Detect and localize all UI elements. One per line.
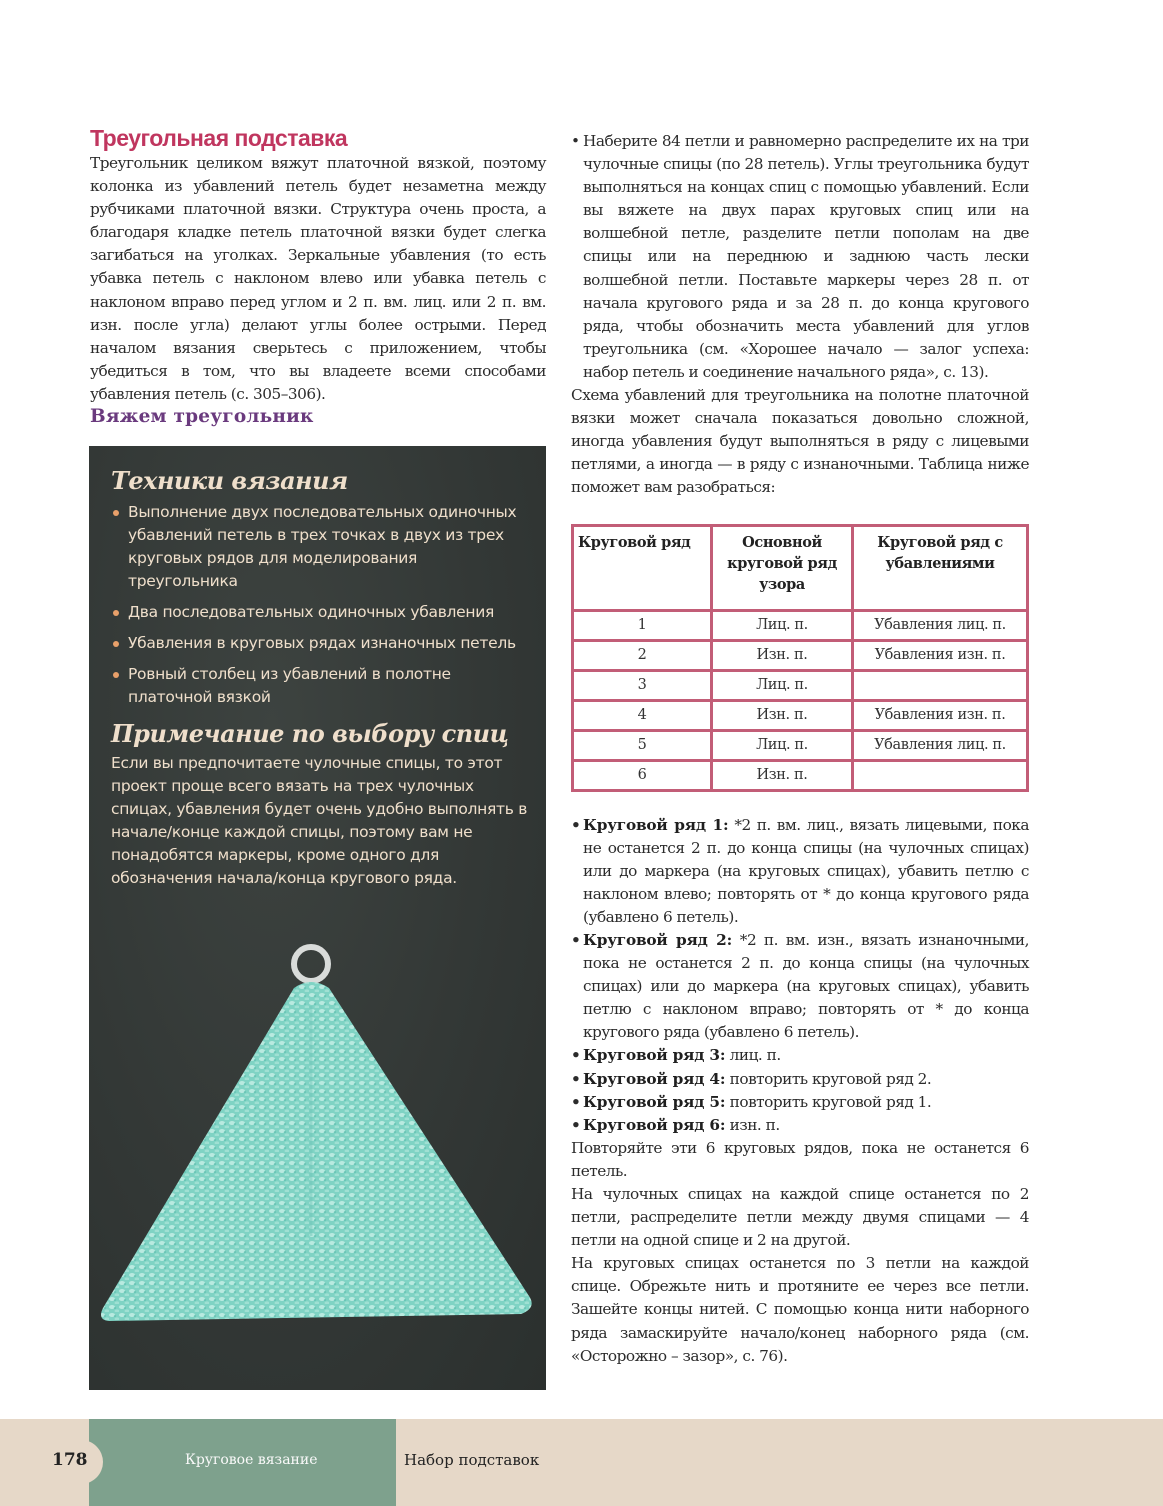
- decrease-table: [571, 524, 1029, 792]
- bullet-icon: [113, 510, 119, 516]
- techniques-sidebar: [89, 446, 546, 1390]
- technique-item: Выполнение двух последовательных одиночных убавлений петель в трех точках в двух из трех круговых рядов для моделирования треугольника: [111, 501, 531, 593]
- bullet-icon: [113, 610, 119, 616]
- table-header-row: [573, 525, 1028, 610]
- table-row: 3 Лиц. п.: [573, 670, 1028, 700]
- page-number: 178: [52, 1450, 88, 1470]
- section-title: Набор подставок: [404, 1451, 540, 1469]
- page-title: Треугольная подставка: [90, 125, 348, 151]
- bullet-icon: •: [571, 815, 581, 834]
- technique-item: Ровный столбец из убавлений в полотне платочной вязкой: [111, 663, 531, 709]
- bullet-icon: •: [571, 1115, 581, 1134]
- scheme-intro: Схема убавлений для треугольника на полотне платочной вязки может сначала показаться довольно сложной, иногда убавления будут выполняться в ряду с лицевыми петлями, а иногда — в ряду с изнаночными. Таблица ниже поможет вам разобраться:: [571, 386, 1029, 497]
- section-subtitle: Вяжем треугольник: [90, 406, 314, 428]
- table-header: Круговой ряд с убавлениями: [853, 525, 1028, 610]
- page-footer: [0, 1419, 1163, 1506]
- technique-item: Убавления в круговых рядах изнаночных петель: [111, 632, 531, 655]
- bullet-icon: •: [571, 930, 581, 949]
- table-row: 4 Изн. п. Убавления изн. п.: [573, 700, 1028, 730]
- repeat-paragraph: Повторяйте эти 6 круговых рядов, пока не останется 6 петель.: [571, 1138, 1029, 1180]
- round-instructions: [571, 814, 1029, 1137]
- round-step: • Круговой ряд 3: лиц. п.: [571, 1044, 1029, 1067]
- table-row: 6 Изн. п.: [573, 760, 1028, 790]
- techniques-heading: Техники вязания: [111, 466, 348, 495]
- right-column: [571, 130, 1029, 1368]
- round-step: • Круговой ряд 2: *2 п. вм. изн., вязать изнаночными, пока не останется 2 п. до конца спицы (на чулочных спицах) или до маркера (на круговых спицах), убавить петлю с наклоном вправо; повторять от * до конца кругового ряда (убавлено 6 петель).: [571, 930, 1029, 1042]
- table-header: Круговой ряд: [573, 525, 712, 610]
- bullet-icon: •: [571, 1046, 581, 1065]
- bullet-icon: [113, 672, 119, 678]
- bullet-icon: •: [571, 1092, 581, 1111]
- triangle-potholder-photo: [89, 936, 546, 1390]
- round-step: • Круговой ряд 1: *2 п. вм. лиц., вязать лицевыми, пока не останется 2 п. до конца спицы (на чулочных спицах) или до маркера (на круговых спицах), убавить петлю с наклоном влево; повторять от * до конца кругового ряда (убавлено 6 петель).: [571, 815, 1029, 926]
- table-row: 1 Лиц. п. Убавления лиц. п.: [573, 610, 1028, 640]
- bullet-icon: •: [571, 132, 580, 150]
- techniques-list: [111, 501, 531, 709]
- bullet-icon: •: [571, 1069, 581, 1088]
- round-step: • Круговой ряд 5: повторить круговой ряд 1.: [571, 1091, 1029, 1114]
- bullet-icon: [113, 641, 119, 647]
- potholder-triangle: [101, 982, 532, 1321]
- table-row: 2 Изн. п. Убавления изн. п.: [573, 640, 1028, 670]
- chapter-title: Круговое вязание: [185, 1452, 318, 1468]
- table-header: Основной круговой ряд узора: [712, 525, 853, 610]
- circular-finish-paragraph: На круговых спицах останется по 3 петли на каждой спице. Обрежьте нить и протяните ее через все петли. Зашейте концы нитей. С помощью конца нити наборного ряда замаскируйте начало/конец наборного ряда (см. «Осторожно – зазор», с. 76).: [571, 1254, 1029, 1365]
- technique-item: Два последовательных одиночных убавления: [111, 601, 531, 624]
- left-column: [90, 124, 546, 428]
- dpn-finish-paragraph: На чулочных спицах на каждой спице останется по 2 петли, распределите петли между двумя спицами — 4 петли на одной спице и 2 на другой.: [571, 1185, 1029, 1250]
- cast-on-paragraph: • Наберите 84 петли и равномерно распределите их на три чулочные спицы (по 28 петель). Углы треугольника будут выполняться на концах спиц с помощью убавлений. Если вы вяжете на двух парах круговых спиц или на волшебной петле, разделите петли пополам на две спицы или на переднюю и заднюю часть лески волшебной петли. Поставьте маркеры через 28 п. от начала кругового ряда и за 28 п. до конца кругового ряда, чтобы обозначить места убавлений для углов треугольника (см. «Хорошее начало — залог успеха: набор петель и соединение начального ряда», с. 13).: [571, 132, 1029, 381]
- round-step: • Круговой ряд 4: повторить круговой ряд 2.: [571, 1068, 1029, 1091]
- hanging-ring-icon: [294, 947, 328, 981]
- note-heading: Примечание по выбору спиц: [111, 719, 509, 748]
- intro-paragraph: Треугольник целиком вяжут платочной вязкой, поэтому колонка из убавлений петель будет незаметна между рубчиками платочной вязки. Структура очень проста, а благодаря кладке петель платочной вязки будет слегка загибаться на уголках. Зеркальные убавления (то есть убавка петель с наклоном влево или убавка петель с наклоном вправо перед углом и 2 п. вм. лиц. или 2 п. вм. изн. после угла) делают углы более острыми. Перед началом вязания сверьтесь с приложением, чтобы убедиться в том, что вы владеете всеми способами убавления петель (с. 305–306).: [90, 154, 546, 403]
- round-step: • Круговой ряд 6: изн. п.: [571, 1114, 1029, 1137]
- table-row: 5 Лиц. п. Убавления лиц. п.: [573, 730, 1028, 760]
- note-text: Если вы предпочитаете чулочные спицы, то этот проект проще всего вязать на трех чулочных спицах, убавления будет очень удобно выполнять в начале/конце каждой спицы, поэтому вам не понадобятся маркеры, кроме одного для обозначения начала/конца кругового ряда.: [111, 754, 528, 887]
